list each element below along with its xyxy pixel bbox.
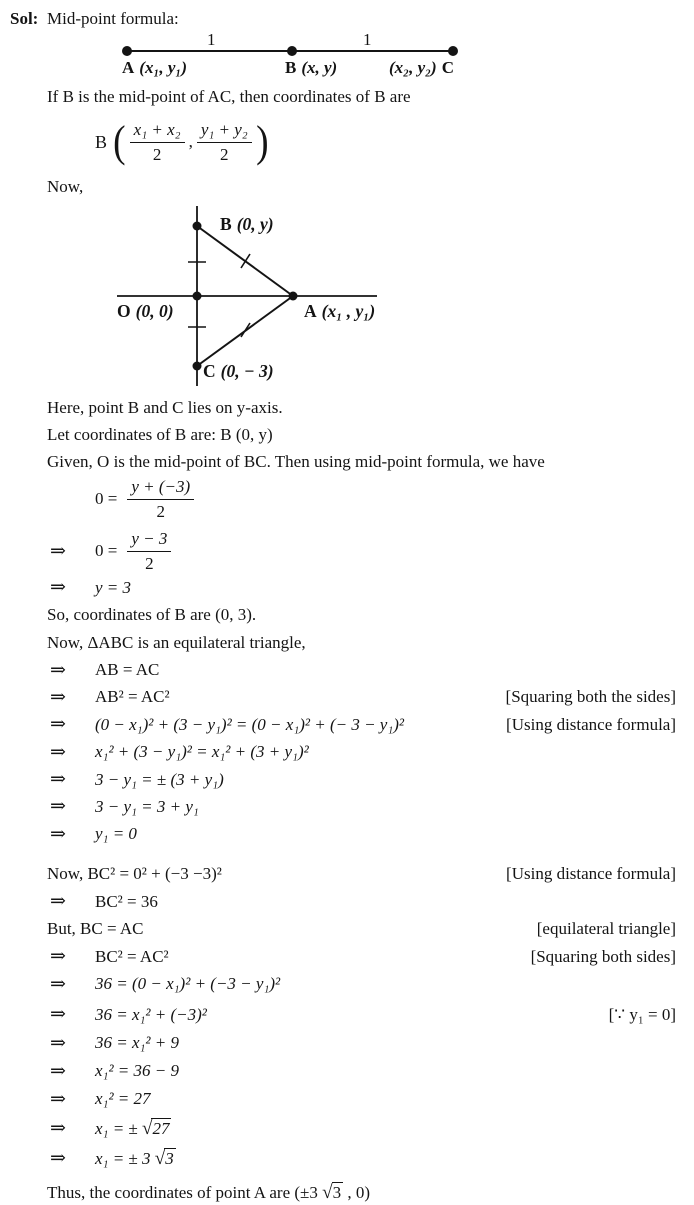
- derivation-row: [0, 684, 694, 711]
- radicand: 3: [332, 1182, 342, 1202]
- point-label-a: [122, 58, 187, 78]
- derivation-row: [0, 821, 694, 848]
- implies-arrow-icon: ⇒: [50, 769, 66, 791]
- triangle-label-a: [304, 301, 375, 322]
- triangle-coords-c: (0, − 3): [220, 361, 274, 381]
- implies-arrow-icon: ⇒: [50, 659, 66, 681]
- side-note: [equilateral triangle]: [536, 919, 676, 939]
- now-line: [0, 176, 694, 198]
- implies-arrow-icon: ⇒: [50, 1147, 66, 1169]
- implies-arrow-icon: ⇒: [50, 686, 66, 708]
- derivation-row: [0, 943, 694, 971]
- eq1-lhs: 0 =: [95, 489, 118, 509]
- triangle-coords-o: (0, 0): [135, 301, 174, 321]
- side-note: [Squaring both the sides]: [505, 687, 676, 707]
- eq2-lhs: 0 =: [95, 541, 118, 561]
- derivation-row: [0, 1143, 694, 1173]
- tick-ba: [241, 254, 250, 268]
- implies-arrow-icon: ⇒: [50, 1032, 66, 1054]
- triangle-label-o: [117, 301, 174, 322]
- eq2-numerator: y − 3: [127, 528, 171, 551]
- origin-dot-o: [193, 292, 202, 301]
- side-note: [Squaring both sides]: [530, 946, 676, 966]
- fraction-y: [197, 119, 252, 165]
- conclusion-text: [47, 1182, 370, 1203]
- mid-point-formula: [0, 114, 694, 170]
- fraction-x: [130, 119, 185, 165]
- point-dot-b: [287, 46, 297, 56]
- equation: AB² = AC²: [95, 687, 170, 707]
- para-text-2: Let coordinates of B are: B (0, y): [47, 425, 273, 445]
- derivation-row: [0, 793, 694, 820]
- implies-arrow-icon: ⇒: [50, 1060, 66, 1082]
- derivation-row: [0, 916, 694, 944]
- equation: x₁² = 36 − 9: [95, 1061, 179, 1081]
- point-coords-a: (x₁, y₁): [139, 58, 188, 77]
- equation: BC² = 36: [95, 891, 158, 911]
- equation: 3 − y₁ = 3 + y₁: [95, 796, 199, 816]
- fraction-y-numerator: y₁ + y₂: [197, 119, 252, 142]
- fraction-x-denominator: 2: [152, 144, 162, 164]
- formula-point-b: B: [95, 131, 108, 152]
- equation: y₁ = 0: [95, 824, 137, 844]
- implies-arrow-icon: ⇒: [50, 891, 66, 913]
- segment-length-bc: 1: [363, 30, 372, 49]
- derivation-row: [0, 1000, 694, 1029]
- equation: 36 = x₁² + 9: [95, 1033, 179, 1053]
- point-dot-a: [122, 46, 132, 56]
- para-line-3: [0, 449, 694, 476]
- derivation-row: [0, 1085, 694, 1113]
- sqrt-icon: √: [322, 1181, 333, 1203]
- triangle-name-c: C: [203, 361, 216, 381]
- point-coords-b: (x, y): [301, 58, 338, 77]
- derivation-row: [0, 1029, 694, 1057]
- intro-sentence: [0, 84, 694, 110]
- derivation-row: [0, 766, 694, 793]
- triangle-label-c: [203, 361, 274, 382]
- conclusion-line: [0, 1179, 694, 1205]
- side-note: [Using distance formula]: [506, 864, 676, 884]
- segment-length-ab: 1: [207, 30, 216, 49]
- derivation-row: [0, 1113, 694, 1143]
- statement: Now, BC² = 0² + (−3 −3)²: [47, 864, 222, 884]
- open-paren: (: [113, 117, 126, 166]
- fraction-x-numerator: x₁ + x₂: [130, 119, 185, 142]
- point-label-b: [285, 58, 337, 78]
- para-line-1: [0, 394, 694, 421]
- equation: (0 − x₁)² + (3 − y₁)² = (0 − x₁)² + (− 3 − y₁)²: [95, 714, 405, 734]
- statement: But, BC = AC: [47, 919, 144, 939]
- intro-text: If B is the mid-point of AC, then coordinates of B are: [47, 87, 411, 106]
- equation: [95, 1118, 171, 1139]
- implies-arrow-icon: ⇒: [50, 1088, 66, 1110]
- equation-prefix: x₁ = ±: [95, 1118, 143, 1138]
- statement: So, coordinates of B are (0, 3).: [47, 605, 257, 625]
- implies-arrow-icon: ⇒: [50, 796, 66, 818]
- triangle-diagram: [0, 204, 694, 388]
- point-name-a: A: [122, 58, 135, 77]
- solution-header: [0, 8, 694, 30]
- equation-frac-2: [0, 528, 694, 574]
- derivation-row: [0, 574, 694, 601]
- vertex-dot-b: [193, 222, 202, 231]
- conclusion-suffix: , 0): [343, 1182, 370, 1202]
- equation: 3 − y₁ = ± (3 + y₁): [95, 769, 224, 789]
- eq2-denominator: 2: [145, 553, 154, 573]
- eq1-fraction: [127, 476, 194, 522]
- vertex-dot-a: [289, 292, 298, 301]
- side-note: [∵ y₁ = 0]: [608, 1004, 676, 1024]
- para-line-2: [0, 421, 694, 448]
- derivation-row: [0, 739, 694, 766]
- equation: 36 = (0 − x₁)² + (−3 − y₁)²: [95, 974, 281, 994]
- point-coords-c: (x₂, y₂): [389, 58, 437, 77]
- para-text-1: Here, point B and C lies on y-axis.: [47, 397, 283, 417]
- triangle-coords-a: (x₁ , y₁): [321, 301, 376, 321]
- sol-label: Sol:: [10, 9, 39, 28]
- equation: 36 = x₁² + (−3)²: [95, 1004, 207, 1024]
- side-note: [Using distance formula]: [506, 714, 676, 734]
- implies-arrow-icon: ⇒: [50, 823, 66, 845]
- equation: [95, 1148, 176, 1169]
- fraction-y-denominator: 2: [220, 144, 229, 164]
- close-paren: ): [255, 117, 269, 166]
- implies-arrow-icon: ⇒: [50, 973, 66, 995]
- formula-comma: ,: [188, 132, 193, 151]
- implies-arrow-icon: ⇒: [50, 946, 66, 968]
- implies-arrow-icon: ⇒: [50, 577, 66, 599]
- equation-prefix: x₁ = ± 3: [95, 1148, 155, 1168]
- sqrt-icon: √: [154, 1147, 166, 1169]
- point-name-b: B: [285, 58, 297, 77]
- derivation-row: [0, 971, 694, 999]
- section-title: Mid-point formula:: [47, 9, 179, 28]
- point-dot-c: [448, 46, 458, 56]
- equation: BC² = AC²: [95, 946, 169, 966]
- derivation-row: [0, 1057, 694, 1085]
- derivation-row: [0, 656, 694, 683]
- eq1-numerator: y + (−3): [127, 476, 194, 499]
- vertex-dot-c: [193, 362, 202, 371]
- radicand: 3: [165, 1148, 174, 1168]
- implies-arrow-icon: ⇒: [50, 540, 66, 562]
- equation-frac-1: [0, 476, 694, 522]
- triangle-name-o: O: [117, 301, 131, 321]
- conclusion-prefix: Thus, the coordinates of point A are (±3: [47, 1182, 323, 1202]
- triangle-coords-b: (0, y): [236, 214, 274, 234]
- triangle-name-a: A: [304, 301, 317, 321]
- equation: x₁² = 27: [95, 1089, 151, 1109]
- implies-arrow-icon: ⇒: [50, 1117, 66, 1139]
- triangle-name-b: B: [220, 214, 232, 234]
- eq2-fraction: [127, 528, 171, 574]
- sqrt-icon: √: [142, 1117, 153, 1139]
- tick-ca: [241, 323, 250, 337]
- derivation-row: [0, 888, 694, 916]
- statement: Now, ΔABC is an equilateral triangle,: [47, 632, 306, 652]
- point-label-c: [389, 58, 454, 78]
- para-text-3: Given, O is the mid-point of BC. Then using mid-point formula, we have: [47, 452, 545, 472]
- implies-arrow-icon: ⇒: [50, 741, 66, 763]
- radicand: 27: [152, 1118, 170, 1138]
- derivation-row: [0, 602, 694, 629]
- triangle-label-b: [220, 214, 274, 235]
- equation: y = 3: [95, 577, 132, 597]
- equation: AB = AC: [95, 660, 160, 680]
- segment-diagram: [0, 30, 694, 82]
- point-name-c: C: [441, 58, 455, 77]
- implies-arrow-icon: ⇒: [50, 1004, 66, 1026]
- derivation-row: [0, 711, 694, 738]
- eq1-denominator: 2: [156, 501, 165, 521]
- equation: x₁² + (3 − y₁)² = x₁² + (3 + y₁)²: [95, 742, 309, 762]
- derivation-row: [0, 860, 694, 888]
- now-text: Now,: [47, 177, 84, 196]
- implies-arrow-icon: ⇒: [50, 714, 66, 736]
- derivation-row: [0, 629, 694, 656]
